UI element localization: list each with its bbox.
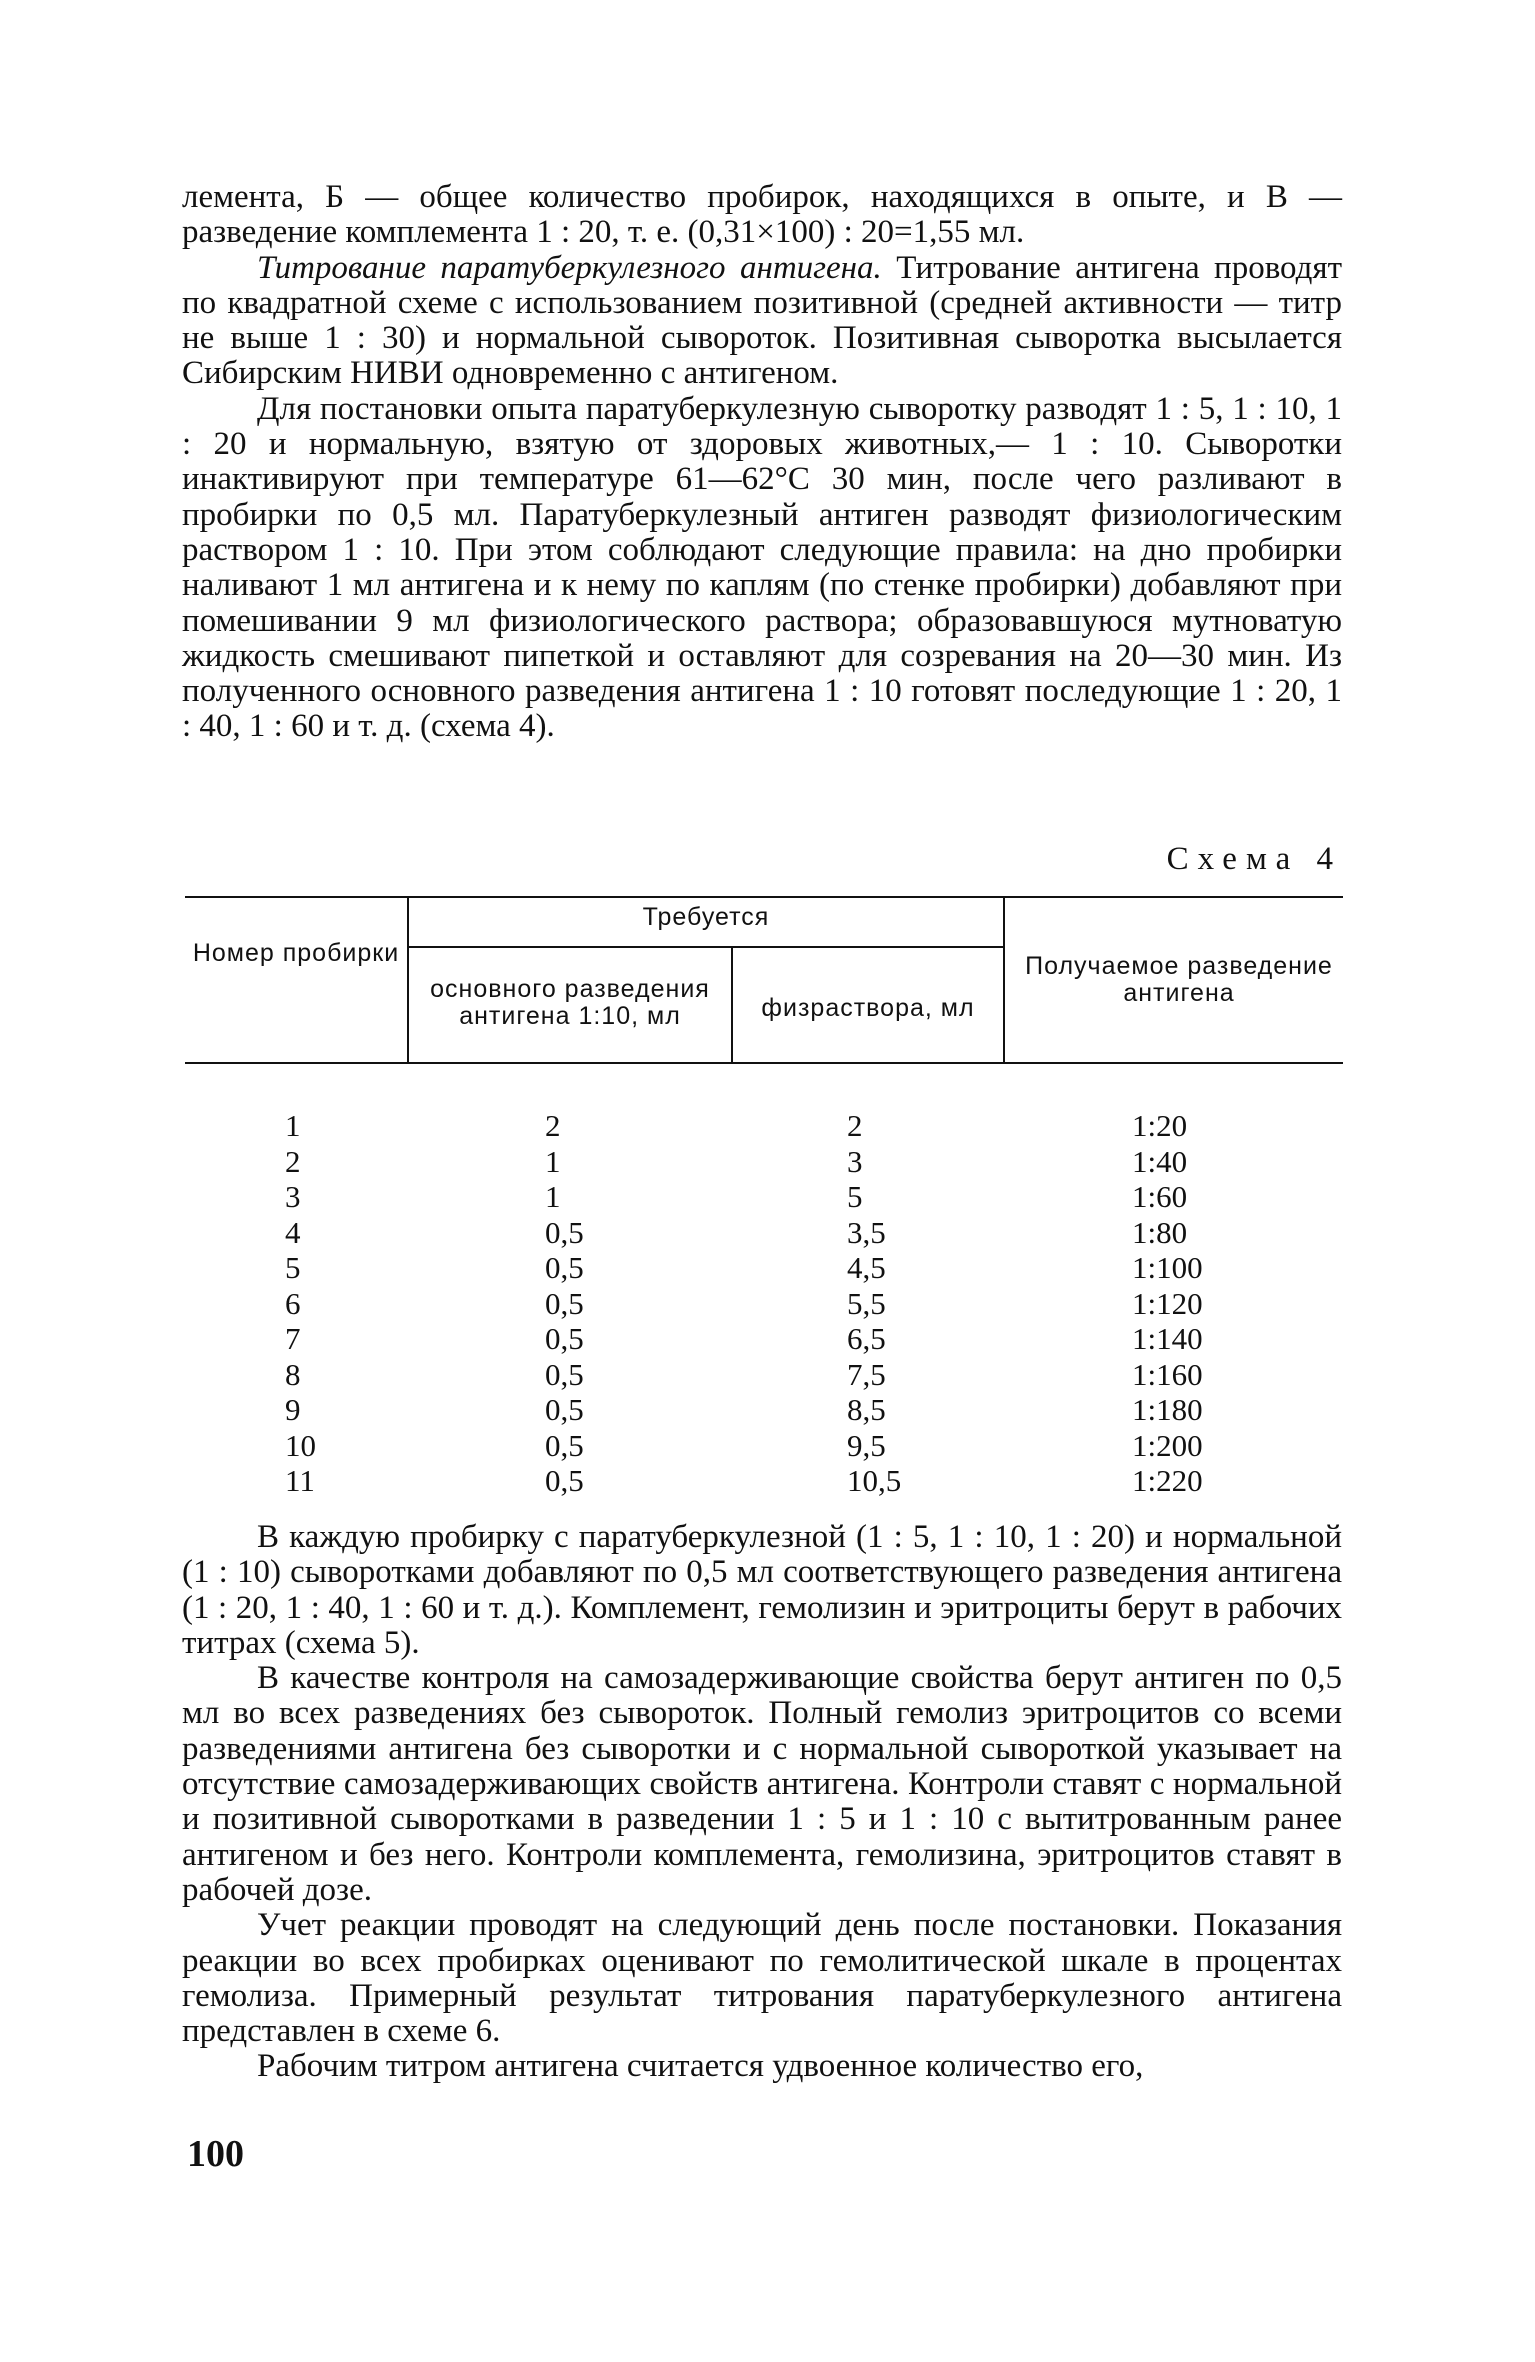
- table-cell: 3: [847, 1143, 863, 1179]
- table-cell: 1:40: [1132, 1143, 1188, 1179]
- table-cell: 0,5: [545, 1392, 584, 1427]
- table-cell: 2: [285, 1143, 301, 1179]
- table-cell: 7,5: [847, 1356, 886, 1392]
- table-cell: 1:140: [1132, 1321, 1203, 1356]
- table-cell: 0,5: [545, 1463, 584, 1498]
- table-cell: 0,5: [545, 1214, 584, 1250]
- table-header-bottom-rule: [185, 1062, 1343, 1064]
- table-top-rule: [185, 896, 1343, 898]
- table-cell: 5: [847, 1179, 863, 1214]
- table-cell: 1: [545, 1179, 561, 1214]
- table-cell: 1:180: [1132, 1392, 1203, 1427]
- table-cell: 1: [545, 1143, 561, 1179]
- table-cell: 1:80: [1132, 1214, 1188, 1250]
- paragraph: лемента, Б — общее количество пробирок, находящихся в опыте, и В — разведение комплемента 1 : 20, т. е. (0,31×100) : 20=1,55 мл.: [182, 179, 1342, 251]
- table-cell: 5,5: [847, 1285, 886, 1321]
- table-cell: 9: [285, 1392, 301, 1427]
- paragraph: Для постановки опыта паратуберкулезную сыворотку разводят 1 : 5, 1 : 10, 1 : 20 и нормальную, взятую от здоровых животных,— 1 : 10. Сыворотки инактивируют при температуре 61—62°С 30 мин, после чего разливают в пробирки по 0,5 мл. Паратуберкулезный антиген разводят физиологическим раствором 1 : 10. При этом соблюдают следующие правила: на дно пробирки наливают 1 мл антигена и к нему по каплям (по стенке пробирки) добавляют при помешивании 9 мл физиологического раствора; образовавшуюся мутноватую жидкость смешивают пипеткой и оставляют для созревания на 20—30 мин. Из полученного основного разведения антигена 1 : 10 готовят последующие 1 : 20, 1 : 40, 1 : 60 и т. д. (схема 4).: [182, 390, 1342, 745]
- table-cell: 3,5: [847, 1214, 886, 1250]
- table-cell: 1:100: [1132, 1250, 1203, 1285]
- text-block-top: [182, 180, 1342, 745]
- table-cell: 10,5: [847, 1463, 902, 1498]
- header-saline: физраствора, мл: [761, 994, 975, 1022]
- table-cell: 1:60: [1132, 1179, 1188, 1214]
- paragraph: В каждую пробирку с паратуберкулезной (1 : 5, 1 : 10, 1 : 20) и нормальной (1 : 10) сыворотками добавляют по 0,5 мл соответствующего разведения антигена (1 : 20, 1 : 40, 1 : 60 и т. д.). Комплемент, гемолизин и эритроциты берут в рабочих титрах (схема 5).: [182, 1519, 1342, 1661]
- table-cell: 0,5: [545, 1321, 584, 1356]
- table-cell: 2: [847, 1108, 863, 1143]
- table-cell: 6,5: [847, 1321, 886, 1356]
- table-cell: 5: [285, 1250, 301, 1285]
- table-cell: 10: [285, 1427, 316, 1463]
- page-number: 100: [187, 2133, 244, 2175]
- table-cell: 1:220: [1132, 1463, 1203, 1498]
- header-result-dilution: Получаемое разведение антигена: [1025, 952, 1333, 1007]
- table-cell: 1: [285, 1108, 301, 1143]
- table-cell: 9,5: [847, 1427, 886, 1463]
- table-cell: 1:160: [1132, 1356, 1203, 1392]
- column-divider: [1003, 896, 1005, 1063]
- column-stock-volume: [545, 1108, 645, 1499]
- text-block-bottom: [182, 1520, 1342, 2085]
- table-cell: 4: [285, 1214, 301, 1250]
- column-saline-volume: [847, 1108, 947, 1499]
- table-cell: 1:120: [1132, 1285, 1203, 1321]
- table-cell: 7: [285, 1321, 301, 1356]
- section-heading: Титрование паратуберкулезного антигена.: [257, 249, 882, 286]
- paragraph: Титрование паратуберкулезного антигена. Титрование антигена проводят по квадратной схеме с использованием позитивной (средней активности — титр не выше 1 : 30) и нормальной сывороток. Позитивная сыворотка высылается Сибирским НИВИ одновременно с антигеном.: [182, 249, 1343, 392]
- table-cell: 3: [285, 1179, 301, 1214]
- table-cell: 8: [285, 1356, 301, 1392]
- table-cell: 0,5: [545, 1250, 584, 1285]
- table-cell: 4,5: [847, 1250, 886, 1285]
- table-cell: 0,5: [545, 1427, 584, 1463]
- paragraph: В качестве контроля на самозадерживающие свойства берут антиген по 0,5 мл во всех разведениях без сывороток. Полный гемолиз эритроцитов со всеми разведениями антигена без сыворотки и с нормальной сывороткой указывает на отсутствие самозадерживающих свойств антигена. Контроли ставят с нормальной и позитивной сыворотками в разведении 1 : 5 и 1 : 10 с вытитрованным ранее антигеном и без него. Контроли комплемента, гемолизина, эритроцитов ставят в рабочей дозе.: [182, 1660, 1342, 1908]
- table-cell: 0,5: [545, 1356, 584, 1392]
- table-cell: 6: [285, 1285, 301, 1321]
- header-required: Требуется: [642, 903, 770, 931]
- table-cell: 1:200: [1132, 1427, 1203, 1463]
- table-cell: 2: [545, 1108, 561, 1143]
- header-subdivider: [407, 946, 1003, 948]
- schema-caption: Схема 4: [1166, 841, 1342, 877]
- dilution-table: [185, 895, 1343, 1515]
- header-tube-number: Номер пробирки: [192, 939, 400, 967]
- table-cell: 1:20: [1132, 1108, 1188, 1143]
- table-cell: 11: [285, 1463, 315, 1498]
- table-cell: 8,5: [847, 1392, 886, 1427]
- column-tube-number: [285, 1108, 345, 1499]
- paragraph: Рабочим титром антигена считается удвоенное количество его,: [257, 2048, 1144, 2085]
- header-stock-dilution: основного разведения антигена 1:10, мл: [430, 975, 710, 1030]
- column-result-dilution: [1132, 1108, 1272, 1499]
- table-cell: 0,5: [545, 1285, 584, 1321]
- paragraph: Учет реакции проводят на следующий день после постановки. Показания реакции во всех пробирках оценивают по гемолитической шкале в процентах гемолиза. Примерный результат титрования паратуберкулезного антигена представлен в схеме 6.: [182, 1907, 1342, 2050]
